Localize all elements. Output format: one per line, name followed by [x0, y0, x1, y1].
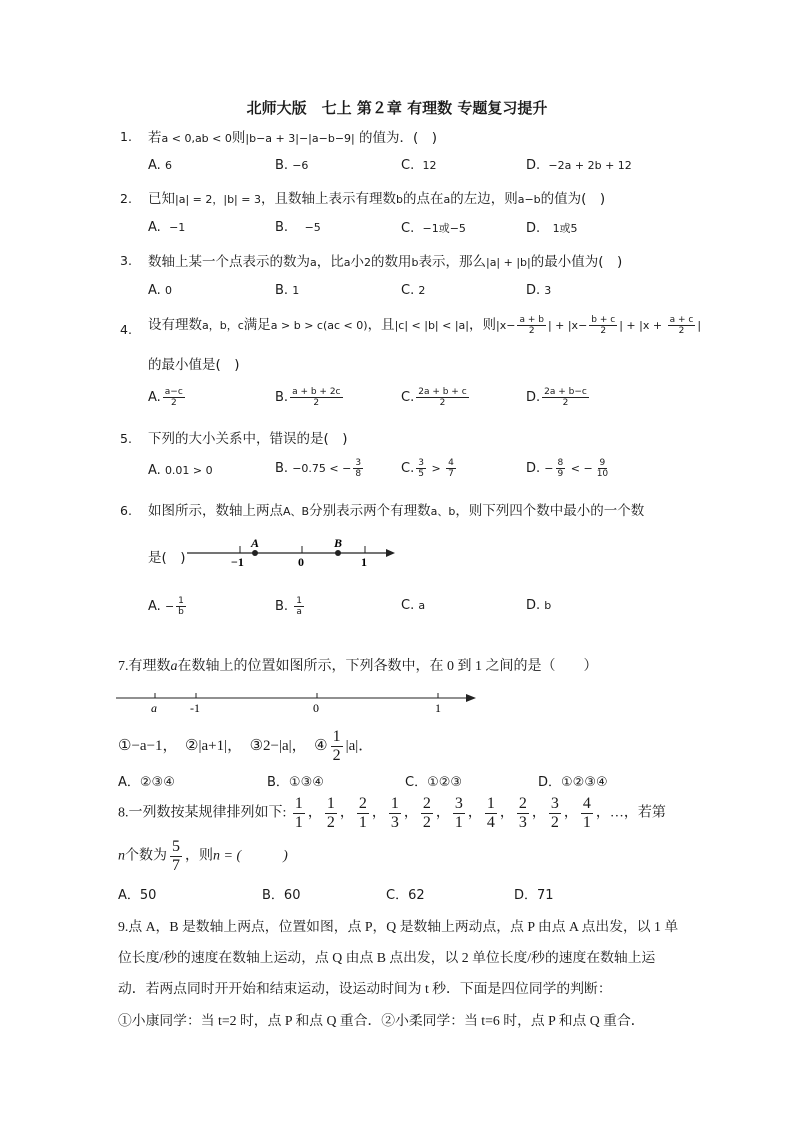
q1-option-c[interactable]: C. 12: [401, 158, 437, 173]
q2-number: 2.: [120, 191, 132, 206]
q2-stem: 已知|a| = 2，|b| = 3，且数轴上表示有理数b的点在a的左边，则a−b的值为( ): [148, 191, 606, 207]
q8-option-c[interactable]: C．62: [386, 888, 425, 903]
q1-option-d[interactable]: D. −2a + 2b + 12: [526, 158, 632, 173]
q7-tick-neg1: -1: [190, 701, 200, 715]
q7-option-a[interactable]: A．②③④: [118, 775, 175, 790]
point-a-dot: [252, 550, 258, 556]
q6-stem-line2: 是( ): [148, 550, 186, 566]
q4-option-b[interactable]: B. $\frac{a + b + 2c}{2}$: [275, 387, 341, 408]
q8-stem-line2: n个数为 $\frac{5}{7}$ ，则n = ( ): [118, 838, 288, 874]
q7-option-d[interactable]: D．①②③④: [538, 775, 608, 790]
page-title: 北师大版 七上 第２章 有理数 专题复习提升: [246, 99, 548, 117]
q6-option-a[interactable]: A. − $\frac{1}{b}$: [148, 596, 184, 617]
q1-number: 1.: [120, 129, 132, 144]
q8-option-b[interactable]: B．60: [262, 888, 301, 903]
q9-line-2: 位长度/秒的速度在数轴上运动，点 Q 由点 B 点出发，以 2 单位长度/秒的速度在数轴上运: [118, 950, 656, 965]
q5-option-a[interactable]: A. 0.01 > 0: [148, 463, 213, 478]
point-b-label: B: [334, 536, 343, 550]
point-a-label: A: [251, 536, 260, 550]
q7-option-b[interactable]: B．①③④: [267, 775, 324, 790]
q8-option-a[interactable]: A．50: [118, 888, 157, 903]
q6-option-d[interactable]: D. b: [526, 598, 552, 613]
q6-option-b[interactable]: B. $\frac{1}{a}$: [275, 596, 302, 617]
q3-option-c[interactable]: C. 2: [401, 283, 426, 298]
q4-option-a[interactable]: A. $\frac{a-c}{2}$: [148, 387, 183, 408]
q4-stem-line2: 的最小值是( ): [148, 357, 240, 373]
tick-label-1: 1: [361, 555, 367, 569]
q1-stem: 若a < 0,ab < 0则|b−a + 3|−|a−b−9| 的值为．( ): [148, 130, 438, 146]
q4-option-c[interactable]: C. $\frac{2a + b + c}{2}$: [401, 387, 467, 408]
q2-option-c[interactable]: C. −1或−5: [401, 221, 466, 236]
q2-option-d[interactable]: D. 1或5: [526, 221, 578, 236]
point-b-dot: [335, 550, 341, 556]
q5-number: 5.: [120, 431, 132, 446]
q9-line-1: 9.点 A，B 是数轴上两点，位置如图，点 P，Q 是数轴上两动点，点 P 由点 A 点出发，以 1 单: [118, 919, 679, 934]
q5-option-d[interactable]: D. − $\frac{8}{9}$ < − $\frac{9}{10}$: [526, 458, 609, 479]
q7-items: ①−a−1， ②|a+1|， ③2−|a|， ④ $\frac{1}{2}$ |a|．: [118, 728, 374, 764]
q1-option-a[interactable]: A. 6: [148, 158, 172, 173]
q8-option-d[interactable]: D．71: [514, 888, 554, 903]
q7-point-a-label: a: [151, 701, 157, 715]
q6-number-line: [185, 535, 400, 571]
q7-tick-1: 1: [435, 701, 441, 715]
q7-number-line: [114, 688, 484, 716]
q6-option-c[interactable]: C. a: [401, 598, 426, 613]
q7-option-c[interactable]: C．①②③: [405, 775, 463, 790]
q4-number: 4.: [120, 322, 132, 337]
q5-stem: 下列的大小关系中，错误的是( ): [148, 431, 348, 447]
q7-stem: 7.有理数a在数轴上的位置如图所示，下列各数中，在 0 到 1 之间的是（ ）: [118, 659, 598, 674]
q4-option-d[interactable]: D. $\frac{2a + b-c}{2}$: [526, 387, 587, 408]
q5-option-c[interactable]: C. $\frac{3}{5}$ > $\frac{4}{7}$: [401, 458, 454, 479]
q2-option-b[interactable]: B. −5: [275, 220, 321, 235]
q3-option-a[interactable]: A. 0: [148, 283, 172, 298]
q3-number: 3.: [120, 253, 132, 268]
q5-option-b[interactable]: B. −0.75 < − $\frac{3}{8}$: [275, 458, 362, 479]
q1-option-b[interactable]: B. −6: [275, 158, 309, 173]
q4-stem: 设有理数a，b，c满足a > b > c(ac < 0)，且|c| < |b| < |a|，则|x− $\frac{a + b}{2}$ | + |x− $\frac{b + c}{2}$ | + |x + $\frac{a + c}{2}$ |: [148, 314, 702, 336]
tick-label-neg1: −1: [231, 555, 244, 569]
q9-line-3: 动．若两点同时开开始和结束运动，设运动时间为 t 秒．下面是四位同学的判断：: [118, 981, 612, 996]
q3-option-d[interactable]: D. 3: [526, 283, 552, 298]
q3-option-b[interactable]: B. 1: [275, 283, 300, 298]
q6-number: 6.: [120, 503, 132, 518]
q6-stem: 如图所示，数轴上两点A、B分别表示两个有理数a、b，则下列四个数中最小的一个数: [148, 503, 645, 519]
q2-option-a[interactable]: A. −1: [148, 220, 186, 235]
q9-line-4: ①小康同学：当 t=2 时，点 P 和点 Q 重合．②小柔同学：当 t=6 时，点 P 和点 Q 重合．: [118, 1013, 645, 1028]
q8-stem: 8.一列数按某规律排列如下: $\frac{1}{1}$ ， $\frac{1}{2}$ ， $\frac{2}{1}$ ， $\frac{1}{3}$ ， $\frac{2}{2}$ ， $\frac{3}{1}$ ， $\frac{1}{4}$ ， $\frac{2}{3}$ ， $\frac{3}{2}$ ， $\frac{4}{1}$ ，…，若第: [118, 795, 666, 831]
tick-label-0: 0: [298, 555, 304, 569]
q3-stem: 数轴上某一个点表示的数为a，比a小2的数用b表示，那么|a| + |b|的最小值为( ): [148, 254, 623, 270]
q7-tick-0: 0: [313, 701, 319, 715]
